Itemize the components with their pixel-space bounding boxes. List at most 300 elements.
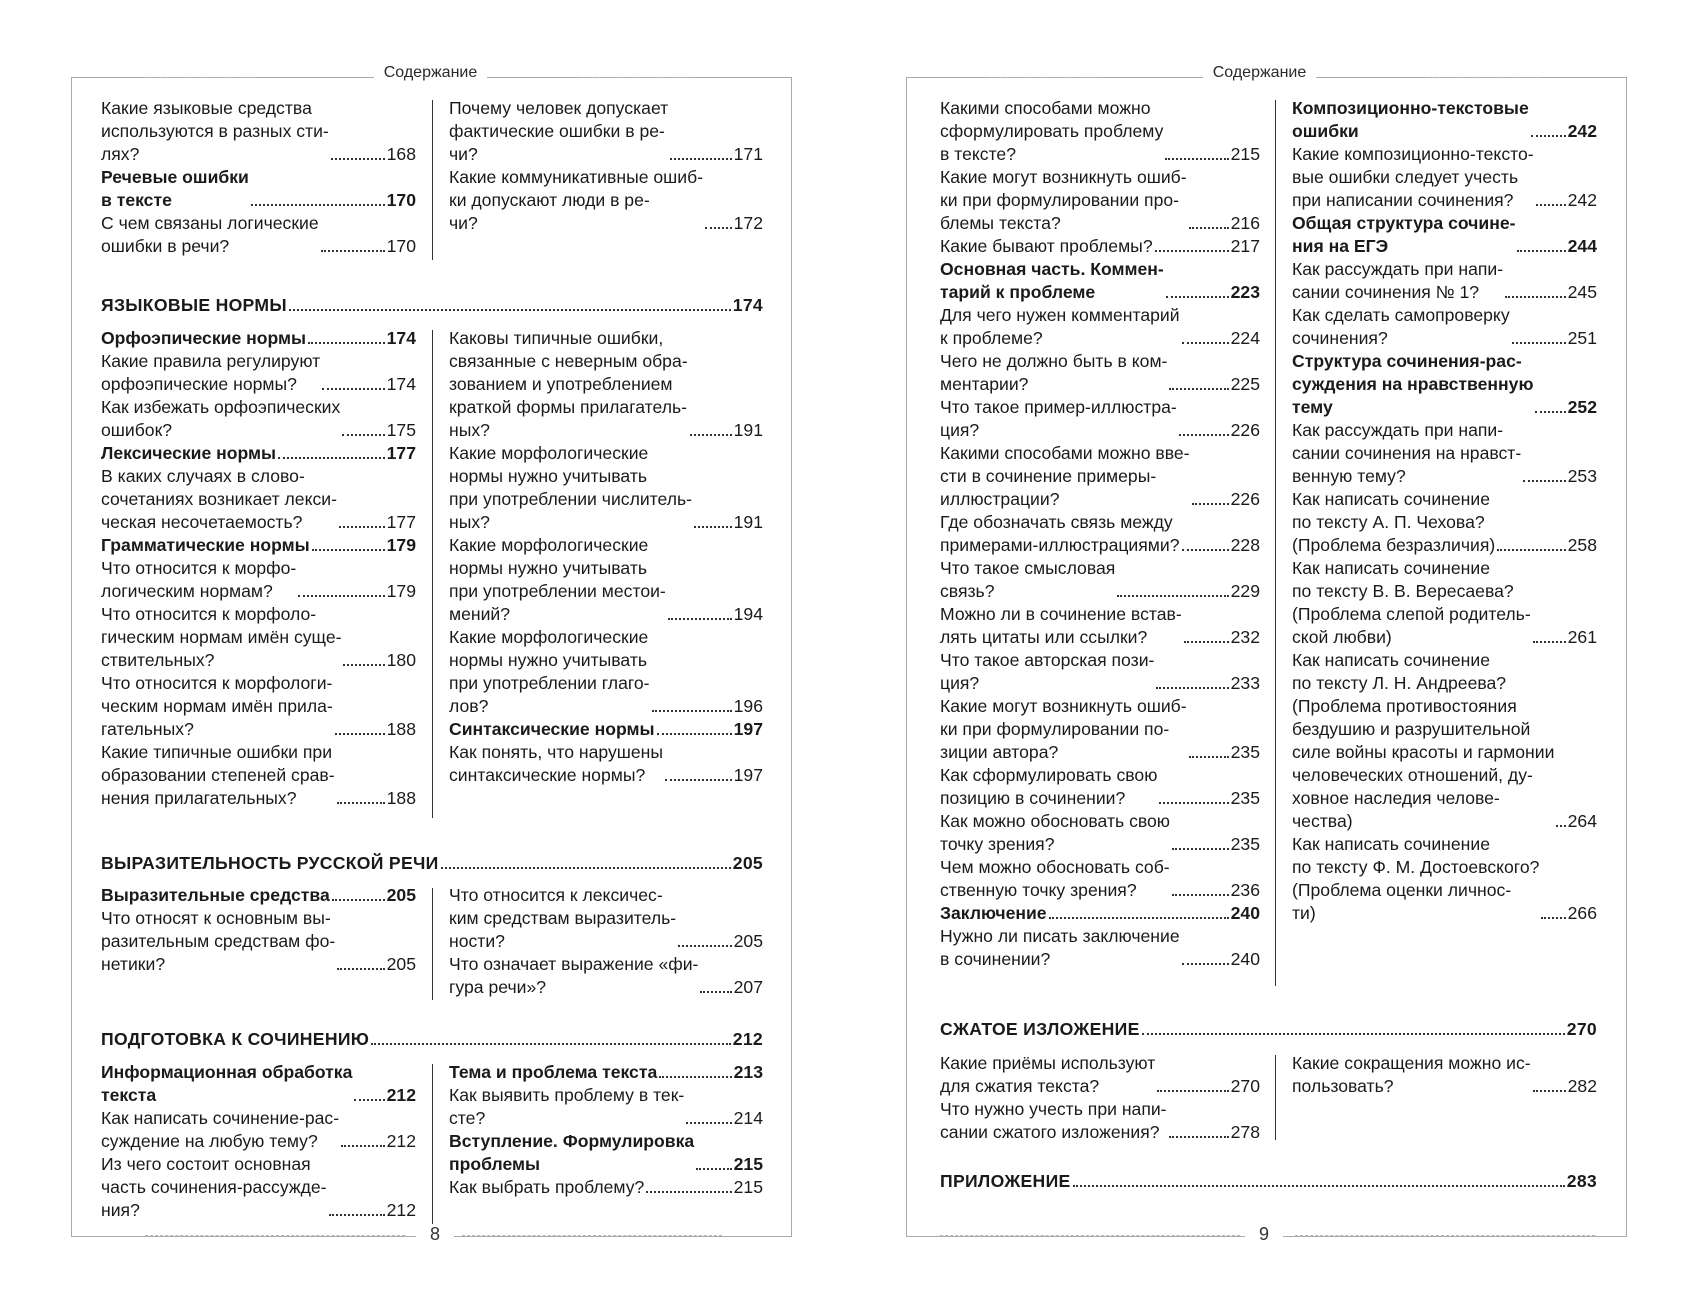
toc-page-number: 171	[733, 144, 763, 164]
toc-subsection	[1292, 350, 1597, 419]
toc-entry-title: Можно ли в сочинение встав- лять цитаты или ссылки?	[940, 604, 1182, 647]
toc-page-number: 278	[1230, 1122, 1260, 1142]
toc-section-row	[101, 1028, 763, 1051]
toc-entry	[449, 1176, 763, 1199]
toc-column-1	[940, 97, 1260, 971]
toc-entry-title: Какие морфологические нормы нужно учитывать при употреблении глаго- лов?	[449, 627, 650, 716]
toc-page-number: 207	[733, 977, 763, 997]
leader-dots	[342, 434, 384, 436]
leader-dots	[332, 899, 385, 901]
leader-dots	[705, 227, 732, 229]
toc-page-number: 223	[1230, 282, 1260, 302]
leader-dots	[1189, 227, 1229, 229]
toc-section-row	[101, 852, 763, 875]
leader-dots	[1184, 641, 1229, 643]
toc-entry	[101, 396, 416, 442]
toc-entry	[940, 557, 1260, 603]
toc-column-1	[101, 97, 416, 258]
toc-entry-title: Какими способами можно сформулировать проблему в тексте?	[940, 98, 1164, 164]
toc-entry	[101, 1153, 416, 1222]
toc-page-number: 179	[386, 535, 416, 555]
leader-dots	[322, 388, 384, 390]
toc-entry	[101, 1107, 416, 1153]
toc-entry-title: Информационная обработка текста	[101, 1062, 353, 1105]
toc-page-number: 233	[1230, 673, 1260, 693]
leader-dots	[1497, 549, 1565, 551]
toc-page-number: 180	[386, 650, 416, 670]
toc-entry	[940, 695, 1260, 764]
toc-entry	[449, 166, 763, 235]
leader-dots	[251, 204, 385, 206]
leader-dots	[321, 250, 385, 252]
toc-page-number: 235	[1230, 788, 1260, 808]
toc-entry-title: Что относится к морфоло- гическим нормам имён суще- ствительных?	[101, 604, 342, 670]
leader-dots	[678, 945, 732, 947]
toc-page-number: 215	[733, 1154, 763, 1174]
toc-entry-title: Вступление. Формулировка проблемы	[449, 1131, 695, 1174]
toc-page-number: 242	[1567, 121, 1597, 141]
toc-entry-title: Какие могут возникнуть ошиб- ки при формулировании про- блемы текста?	[940, 167, 1187, 233]
toc-page-number: 196	[733, 696, 763, 716]
toc-entry-title: Что относится к морфо- логическим нормам?	[101, 558, 297, 601]
toc-entry-title: С чем связаны логические ошибки в речи?	[101, 213, 319, 256]
toc-page-number: 170	[386, 190, 416, 210]
leader-dots	[312, 549, 385, 551]
leader-dots	[1189, 756, 1229, 758]
toc-page-number: 252	[1567, 397, 1597, 417]
toc-subsection	[940, 258, 1260, 304]
toc-entry	[940, 925, 1260, 971]
toc-page-number: 212	[386, 1200, 416, 1220]
toc-page-number: 240	[1230, 949, 1260, 969]
toc-section	[940, 1018, 1597, 1041]
toc-entry-title: Какие композиционно-тексто- вые ошибки следует учесть при написании сочинения?	[1292, 144, 1534, 210]
toc-entry	[940, 1098, 1260, 1144]
toc-entry-title: Какие бывают проблемы?	[940, 236, 1153, 256]
toc-entry-title: Тема и проблема текста	[449, 1062, 658, 1082]
toc-subsection	[101, 327, 416, 350]
toc-subsection	[449, 718, 763, 741]
footer-dash	[462, 1235, 722, 1236]
toc-entry	[101, 97, 416, 166]
leader-dots	[289, 309, 731, 311]
toc-entry-title: Чего не должно быть в ком- ментарии?	[940, 351, 1168, 394]
toc-entry-title: Почему человек допускает фактические ошибки в ре- чи?	[449, 98, 669, 164]
page-number: 8	[416, 1224, 454, 1245]
toc-entry	[449, 97, 763, 166]
leader-dots	[670, 158, 731, 160]
leader-dots	[1182, 342, 1229, 344]
toc-page-number: 174	[732, 295, 763, 315]
toc-entry-title: Как написать сочинение-рас- суждение на любую тему?	[101, 1108, 340, 1151]
toc-page-number: 226	[1230, 489, 1260, 509]
toc-page-number: 212	[732, 1029, 763, 1049]
toc-entry	[1292, 419, 1597, 488]
leader-dots	[337, 802, 385, 804]
toc-entry	[449, 884, 763, 953]
toc-page-number: 240	[1230, 903, 1260, 923]
toc-section-title: ЯЗЫКОВЫЕ НОРМЫ	[101, 295, 287, 315]
toc-entry	[1292, 557, 1597, 649]
leader-dots	[1169, 388, 1228, 390]
toc-entry-title: Речевые ошибки в тексте	[101, 167, 249, 210]
toc-entry	[940, 235, 1260, 258]
toc-column-2	[1292, 97, 1597, 925]
toc-page-number: 177	[386, 443, 416, 463]
toc-section	[940, 1170, 1597, 1193]
toc-entry-title: Что такое авторская пози- ция?	[940, 650, 1155, 693]
toc-page-number: 205	[386, 954, 416, 974]
toc-subsection	[1292, 97, 1597, 143]
toc-entry-title: Каковы типичные ошибки, связанные с неверным обра- зованием и употреблением краткой формы прилагатель- ных?	[449, 328, 688, 440]
column-divider	[1275, 1055, 1276, 1140]
toc-page-number: 197	[733, 765, 763, 785]
toc-entry-title: Структура сочинения-рас- суждения на нравственную тему	[1292, 351, 1534, 417]
toc-entry-title: Какие могут возникнуть ошиб- ки при формулировании по- зиции автора?	[940, 696, 1187, 762]
toc-entry-title: Синтаксические нормы	[449, 719, 655, 739]
toc-subsection	[1292, 212, 1597, 258]
leader-dots	[339, 526, 385, 528]
toc-entry	[449, 534, 763, 626]
toc-page-number: 258	[1567, 535, 1597, 555]
page-number: 9	[1245, 1224, 1283, 1245]
toc-entry-title: Основная часть. Коммен- тарий к проблеме	[940, 259, 1164, 302]
leader-dots	[1169, 1136, 1229, 1138]
leader-dots	[1049, 917, 1229, 919]
toc-page-number: 283	[1566, 1171, 1597, 1191]
leader-dots	[1541, 917, 1565, 919]
toc-entry	[1292, 649, 1597, 833]
toc-entry	[449, 741, 763, 787]
toc-page-number: 264	[1567, 811, 1597, 831]
toc-entry	[940, 810, 1260, 856]
leader-dots	[1156, 687, 1228, 689]
toc-page-number: 216	[1230, 213, 1260, 233]
leader-dots	[700, 991, 731, 993]
leader-dots	[1512, 342, 1566, 344]
leader-dots	[668, 618, 732, 620]
leader-dots	[343, 664, 384, 666]
leader-dots	[354, 1099, 384, 1101]
leader-dots	[690, 434, 732, 436]
leader-dots	[329, 1214, 385, 1216]
toc-entry	[101, 465, 416, 534]
leader-dots	[1531, 135, 1566, 137]
footer-dash	[1295, 1235, 1595, 1236]
toc-entry	[449, 327, 763, 442]
column-divider	[1275, 100, 1276, 986]
toc-page-number: 215	[1230, 144, 1260, 164]
toc-entry-title: Выразительные средства	[101, 885, 330, 905]
toc-entry	[940, 511, 1260, 557]
toc-page-number: 175	[386, 420, 416, 440]
toc-entry-title: Что относится к морфологи- ческим нормам имён прила- гательных?	[101, 673, 333, 739]
leader-dots	[1159, 802, 1228, 804]
toc-page-number: 194	[733, 604, 763, 624]
toc-page-number: 270	[1230, 1076, 1260, 1096]
leader-dots	[308, 342, 385, 344]
column-divider	[432, 100, 433, 260]
toc-entry-title: Что относят к основным вы- разительным средствам фо- нетики?	[101, 908, 336, 974]
toc-entry-title: Что такое пример-иллюстра- ция?	[940, 397, 1177, 440]
toc-page-number: 261	[1567, 627, 1597, 647]
toc-page-number: 205	[732, 853, 763, 873]
toc-entry	[101, 557, 416, 603]
leader-dots	[1533, 1090, 1566, 1092]
leader-dots	[1536, 204, 1566, 206]
leader-dots	[696, 1168, 731, 1170]
leader-dots	[694, 526, 732, 528]
toc-page-number: 225	[1230, 374, 1260, 394]
toc-entry-title: Какие приёмы используют для сжатия текста?	[940, 1053, 1156, 1096]
toc-column-1	[101, 884, 416, 976]
right-page	[845, 0, 1690, 1312]
toc-entry-title: Общая структура сочине- ния на ЕГЭ	[1292, 213, 1516, 256]
toc-subsection	[940, 902, 1260, 925]
leader-dots	[1182, 549, 1229, 551]
toc-entry-title: Что относится к лексичес- ким средствам выразитель- ности?	[449, 885, 677, 951]
toc-subsection	[101, 1061, 416, 1107]
toc-entry	[449, 1084, 763, 1130]
toc-page-number: 244	[1567, 236, 1597, 256]
toc-entry	[449, 953, 763, 999]
toc-entry-title: Как сделать самопроверку сочинения?	[1292, 305, 1510, 348]
toc-page-number: 282	[1567, 1076, 1597, 1096]
leader-dots	[1556, 825, 1565, 827]
toc-page-number: 224	[1230, 328, 1260, 348]
toc-page-number: 228	[1230, 535, 1260, 555]
toc-column-2	[1292, 1052, 1597, 1098]
toc-entry-title: Чем можно обосновать соб- ственную точку зрения?	[940, 857, 1170, 900]
toc-section-row	[101, 294, 763, 317]
toc-page-number: 253	[1567, 466, 1597, 486]
toc-entry	[940, 442, 1260, 511]
toc-entry-title: Нужно ли писать заключение в сочинении?	[940, 926, 1180, 969]
leader-dots	[1165, 158, 1228, 160]
toc-column-2	[449, 97, 763, 235]
toc-page-number: 236	[1230, 880, 1260, 900]
toc-entry-title: Как написать сочинение по тексту Ф. М. Достоевского? (Проблема оценки личнос- ти)	[1292, 834, 1540, 923]
toc-subsection	[101, 534, 416, 557]
toc-entry-title: Как написать сочинение по тексту А. П. Чехова? (Проблема безразличия)	[1292, 489, 1496, 555]
leader-dots	[646, 1191, 731, 1193]
leader-dots	[1182, 963, 1229, 965]
toc-subsection	[449, 1061, 763, 1084]
toc-page-number: 229	[1230, 581, 1260, 601]
toc-entry-title: Где обозначать связь между примерами-иллюстрациями?	[940, 512, 1180, 555]
toc-entry-title: Как выбрать проблему?	[449, 1177, 645, 1197]
toc-entry	[940, 166, 1260, 235]
toc-section-title: ПОДГОТОВКА К СОЧИНЕНИЮ	[101, 1029, 370, 1049]
leader-dots	[657, 733, 732, 735]
toc-page-number: 191	[733, 512, 763, 532]
toc-entry	[101, 212, 416, 258]
toc-entry-title: Лексические нормы	[101, 443, 277, 463]
leader-dots	[1155, 250, 1229, 252]
toc-entry	[1292, 304, 1597, 350]
toc-entry-title: Как понять, что нарушены синтаксические нормы?	[449, 742, 664, 785]
toc-page-number: 215	[733, 1177, 763, 1197]
toc-entry	[940, 856, 1260, 902]
toc-entry-title: Как избежать орфоэпических ошибок?	[101, 397, 341, 440]
toc-entry	[1292, 1052, 1597, 1098]
toc-entry-title: Для чего нужен комментарий к проблеме?	[940, 305, 1180, 348]
leader-dots	[1192, 503, 1229, 505]
toc-column-2	[449, 1061, 763, 1199]
toc-entry-title: Заключение	[940, 903, 1047, 923]
leader-dots	[441, 867, 731, 869]
leader-dots	[298, 595, 384, 597]
toc-entry	[1292, 833, 1597, 925]
toc-subsection	[101, 884, 416, 907]
toc-entry	[940, 304, 1260, 350]
leader-dots	[331, 158, 385, 160]
toc-page-number: 197	[733, 719, 763, 739]
toc-page-number: 266	[1567, 903, 1597, 923]
toc-entry	[101, 741, 416, 810]
leader-dots	[1172, 894, 1229, 896]
leader-dots	[1505, 296, 1566, 298]
toc-entry-title: Как рассуждать при напи- сании сочинения № 1?	[1292, 259, 1504, 302]
toc-section-title: ПРИЛОЖЕНИЕ	[940, 1171, 1071, 1191]
toc-page-number: 212	[386, 1131, 416, 1151]
toc-section-title: СЖАТОЕ ИЗЛОЖЕНИЕ	[940, 1019, 1140, 1039]
toc-entry-title: Из чего состоит основная часть сочинения-рассужде- ния?	[101, 1154, 327, 1220]
toc-entry-title: Орфоэпические нормы	[101, 328, 307, 348]
leader-dots	[1523, 480, 1565, 482]
toc-page-number: 191	[733, 420, 763, 440]
toc-page-number: 205	[386, 885, 416, 905]
toc-column-1	[940, 1052, 1260, 1144]
toc-column-2	[449, 327, 763, 787]
toc-entry	[1292, 143, 1597, 212]
leader-dots	[337, 968, 384, 970]
toc-subsection	[101, 166, 416, 212]
column-divider	[432, 888, 433, 1000]
leader-dots	[278, 457, 385, 459]
column-divider	[432, 1064, 433, 1226]
toc-entry	[940, 396, 1260, 442]
toc-page-number: 217	[1230, 236, 1260, 256]
toc-column-1	[101, 327, 416, 810]
leader-dots	[1157, 1090, 1228, 1092]
toc-entry	[101, 907, 416, 976]
toc-page-number: 212	[386, 1085, 416, 1105]
toc-entry-title: Композиционно-текстовые ошибки	[1292, 98, 1529, 141]
toc-entry-title: Как написать сочинение по тексту В. В. Вересаева? (Проблема слепой родитель- ской любви)	[1292, 558, 1531, 647]
toc-page-number: 242	[1567, 190, 1597, 210]
toc-entry	[449, 626, 763, 718]
toc-subsection	[101, 442, 416, 465]
toc-page-number: 170	[386, 236, 416, 256]
toc-entry-title: Что нужно учесть при напи- сании сжатого изложения?	[940, 1099, 1167, 1142]
leader-dots	[335, 733, 385, 735]
toc-entry	[940, 603, 1260, 649]
toc-entry-title: Какие типичные ошибки при образовании степеней срав- нения прилагательных?	[101, 742, 335, 808]
column-divider	[432, 330, 433, 818]
toc-page-number: 226	[1230, 420, 1260, 440]
toc-entry-title: Как рассуждать при напи- сании сочинения на нравст- венную тему?	[1292, 420, 1522, 486]
leader-dots	[686, 1122, 731, 1124]
toc-page-number: 179	[386, 581, 416, 601]
toc-page-number: 235	[1230, 742, 1260, 762]
leader-dots	[1535, 411, 1565, 413]
toc-entry	[101, 350, 416, 396]
toc-entry-title: Какие коммуникативные ошиб- ки допускают люди в ре- чи?	[449, 167, 704, 233]
toc-page-number: 214	[733, 1108, 763, 1128]
leader-dots	[1517, 250, 1565, 252]
leader-dots	[1179, 434, 1229, 436]
toc-page-number: 168	[386, 144, 416, 164]
toc-page-number: 232	[1230, 627, 1260, 647]
toc-entry-title: Что означает выражение «фи- гура речи»?	[449, 954, 699, 997]
toc-page-number: 177	[386, 512, 416, 532]
leader-dots	[665, 779, 732, 781]
toc-page-number: 245	[1567, 282, 1597, 302]
toc-page-number: 174	[386, 328, 416, 348]
toc-entry-title: Какие языковые средства используются в разных сти- лях?	[101, 98, 329, 164]
leader-dots	[1073, 1185, 1565, 1187]
toc-entry-title: Какие морфологические нормы нужно учитывать при употреблении числитель- ных?	[449, 443, 693, 532]
footer-dash	[145, 1235, 405, 1236]
toc-page-number: 270	[1566, 1019, 1597, 1039]
toc-entry-title: Грамматические нормы	[101, 535, 310, 555]
toc-entry-title: Как выявить проблему в тек- сте?	[449, 1085, 685, 1128]
toc-page-number: 251	[1567, 328, 1597, 348]
toc-entry	[940, 97, 1260, 166]
toc-section-title: ВЫРАЗИТЕЛЬНОСТЬ РУССКОЙ РЕЧИ	[101, 853, 439, 873]
toc-entry-title: Какие сокращения можно ис- пользовать?	[1292, 1053, 1531, 1096]
toc-section	[101, 1028, 763, 1051]
toc-entry-title: Как можно обосновать свою точку зрения?	[940, 811, 1170, 854]
leader-dots	[1533, 641, 1566, 643]
toc-section	[101, 852, 763, 875]
leader-dots	[371, 1043, 731, 1045]
toc-entry	[940, 1052, 1260, 1098]
toc-entry-title: Какие правила регулируют орфоэпические нормы?	[101, 351, 321, 394]
toc-entry-title: Какие морфологические нормы нужно учитывать при употреблении местои- мений?	[449, 535, 666, 624]
leader-dots	[1166, 296, 1229, 298]
leader-dots	[1117, 595, 1228, 597]
toc-entry-title: Какими способами можно вве- сти в сочинение примеры- иллюстрации?	[940, 443, 1190, 509]
toc-entry	[1292, 488, 1597, 557]
footer-dash	[940, 1235, 1240, 1236]
toc-page-number: 174	[386, 374, 416, 394]
toc-entry	[101, 672, 416, 741]
running-header: Содержание	[8, 64, 853, 82]
toc-page-number: 188	[386, 788, 416, 808]
toc-column-1	[101, 1061, 416, 1222]
toc-entry-title: Как написать сочинение по тексту Л. Н. Андреева? (Проблема противостояния бездушию и разрушительной силе войны красоты и гармонии человеческих отношений, ду- ховное наследия челове- чества)	[1292, 650, 1555, 831]
leader-dots	[1142, 1033, 1565, 1035]
toc-entry	[449, 442, 763, 534]
running-header: Содержание	[837, 64, 1682, 82]
toc-entry	[1292, 258, 1597, 304]
leader-dots	[659, 1076, 731, 1078]
toc-section-row	[940, 1018, 1597, 1041]
toc-page-number: 172	[733, 213, 763, 233]
toc-entry	[101, 603, 416, 672]
toc-page-number: 188	[386, 719, 416, 739]
toc-entry-title: Что такое смысловая связь?	[940, 558, 1116, 601]
toc-page-number: 205	[733, 931, 763, 951]
toc-entry	[940, 649, 1260, 695]
toc-entry-title: Как сформулировать свою позицию в сочинении?	[940, 765, 1158, 808]
toc-entry	[940, 350, 1260, 396]
leader-dots	[652, 710, 732, 712]
leader-dots	[1172, 848, 1229, 850]
toc-subsection	[449, 1130, 763, 1176]
